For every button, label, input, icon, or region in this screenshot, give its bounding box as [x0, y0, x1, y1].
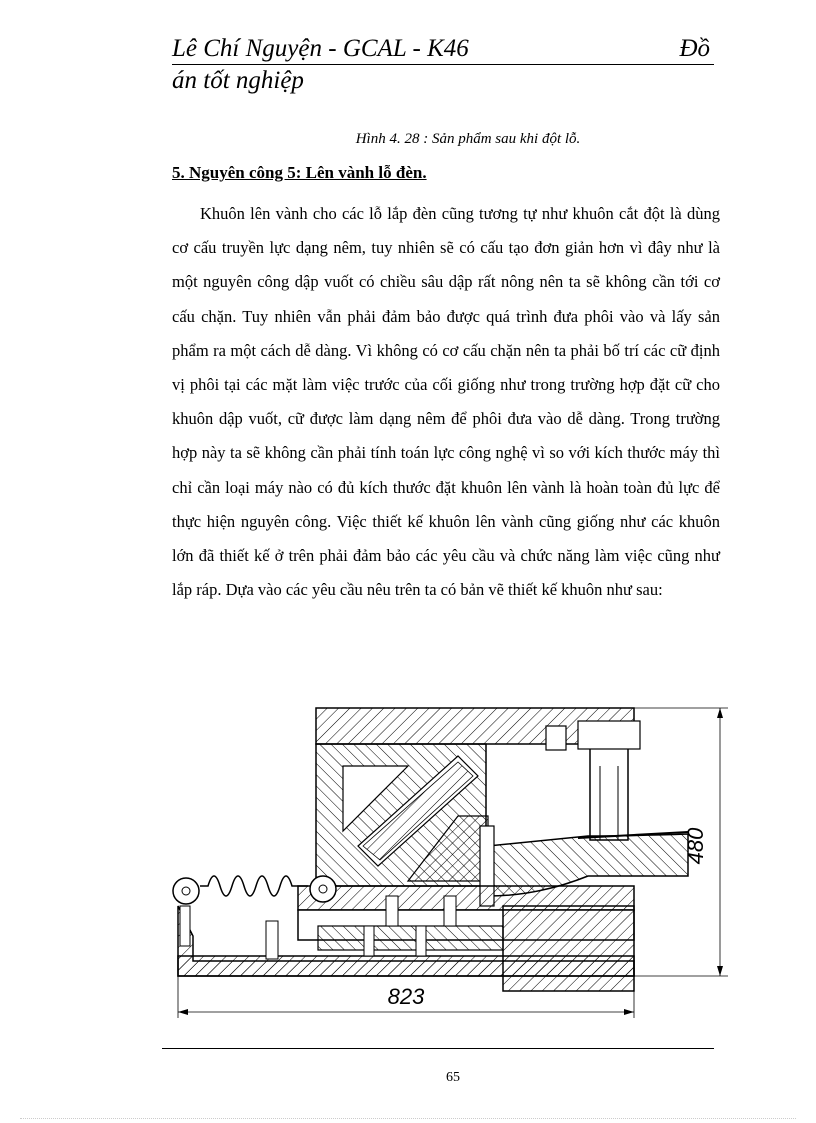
spring [200, 876, 308, 896]
header-author: Lê Chí Nguyện - GCAL - K46 [172, 35, 469, 62]
header-right-word: Đồ [679, 35, 710, 62]
page-bottom-dots [20, 1118, 796, 1119]
footer-divider [162, 1048, 714, 1049]
body-text [172, 197, 720, 607]
dimension-width: 823 [387, 984, 425, 1009]
page-header [172, 34, 714, 65]
die-assembly-drawing [158, 696, 738, 1026]
header-second-line: án tốt nghiệp [172, 67, 304, 94]
paragraph: Khuôn lên vành cho các lỗ lắp đèn cũng tương tự như khuôn cắt đột là dùng cơ cấu truyền lực dạng nêm, tuy nhiên sẽ có cấu tạo đơn giản hơn vì đây như là một nguyên công dập vuốt có chiều sâu dập rất nông nên ta sẽ không cần tới cơ cấu chặn. Tuy nhiên vẫn phải đảm bảo được quá trình đưa phôi vào và lấy sản phẩm ra một cách dễ dàng. Vì không có cơ cấu chặn nên ta phải bố trí các cữ định vị phôi tại các mặt làm việc trước của cối giống như trong trường hợp đặt cữ cho khuôn dập vuốt, cữ được làm dạng nêm để phôi đưa vào dễ dàng. Trong trường hợp này ta sẽ không cần phải tính toán lực công nghệ vì so với kích thước máy thì chỉ cần loại máy nào có đủ kích thước đặt khuôn lên vành là hoàn toàn đủ lực để thực hiện nguyên công. Việc thiết kế khuôn lên vành cũng giống như các khuôn lớn đã thiết kế ở trên phải đảm bảo các yêu cầu và chức năng làm việc cũng như lắp ráp. Dựa vào các yêu cầu nêu trên ta có bản vẽ thiết kế khuôn như sau: [172, 204, 720, 600]
punch-column [590, 744, 628, 840]
page-number: 65 [446, 1070, 460, 1085]
section-title: 5. Nguyên công 5: Lên vành lỗ đèn. [172, 163, 427, 182]
figure-caption: Hình 4. 28 : Sản phẩm sau khi đột lỗ. [355, 131, 581, 147]
dimension-height: 480 [683, 827, 708, 865]
